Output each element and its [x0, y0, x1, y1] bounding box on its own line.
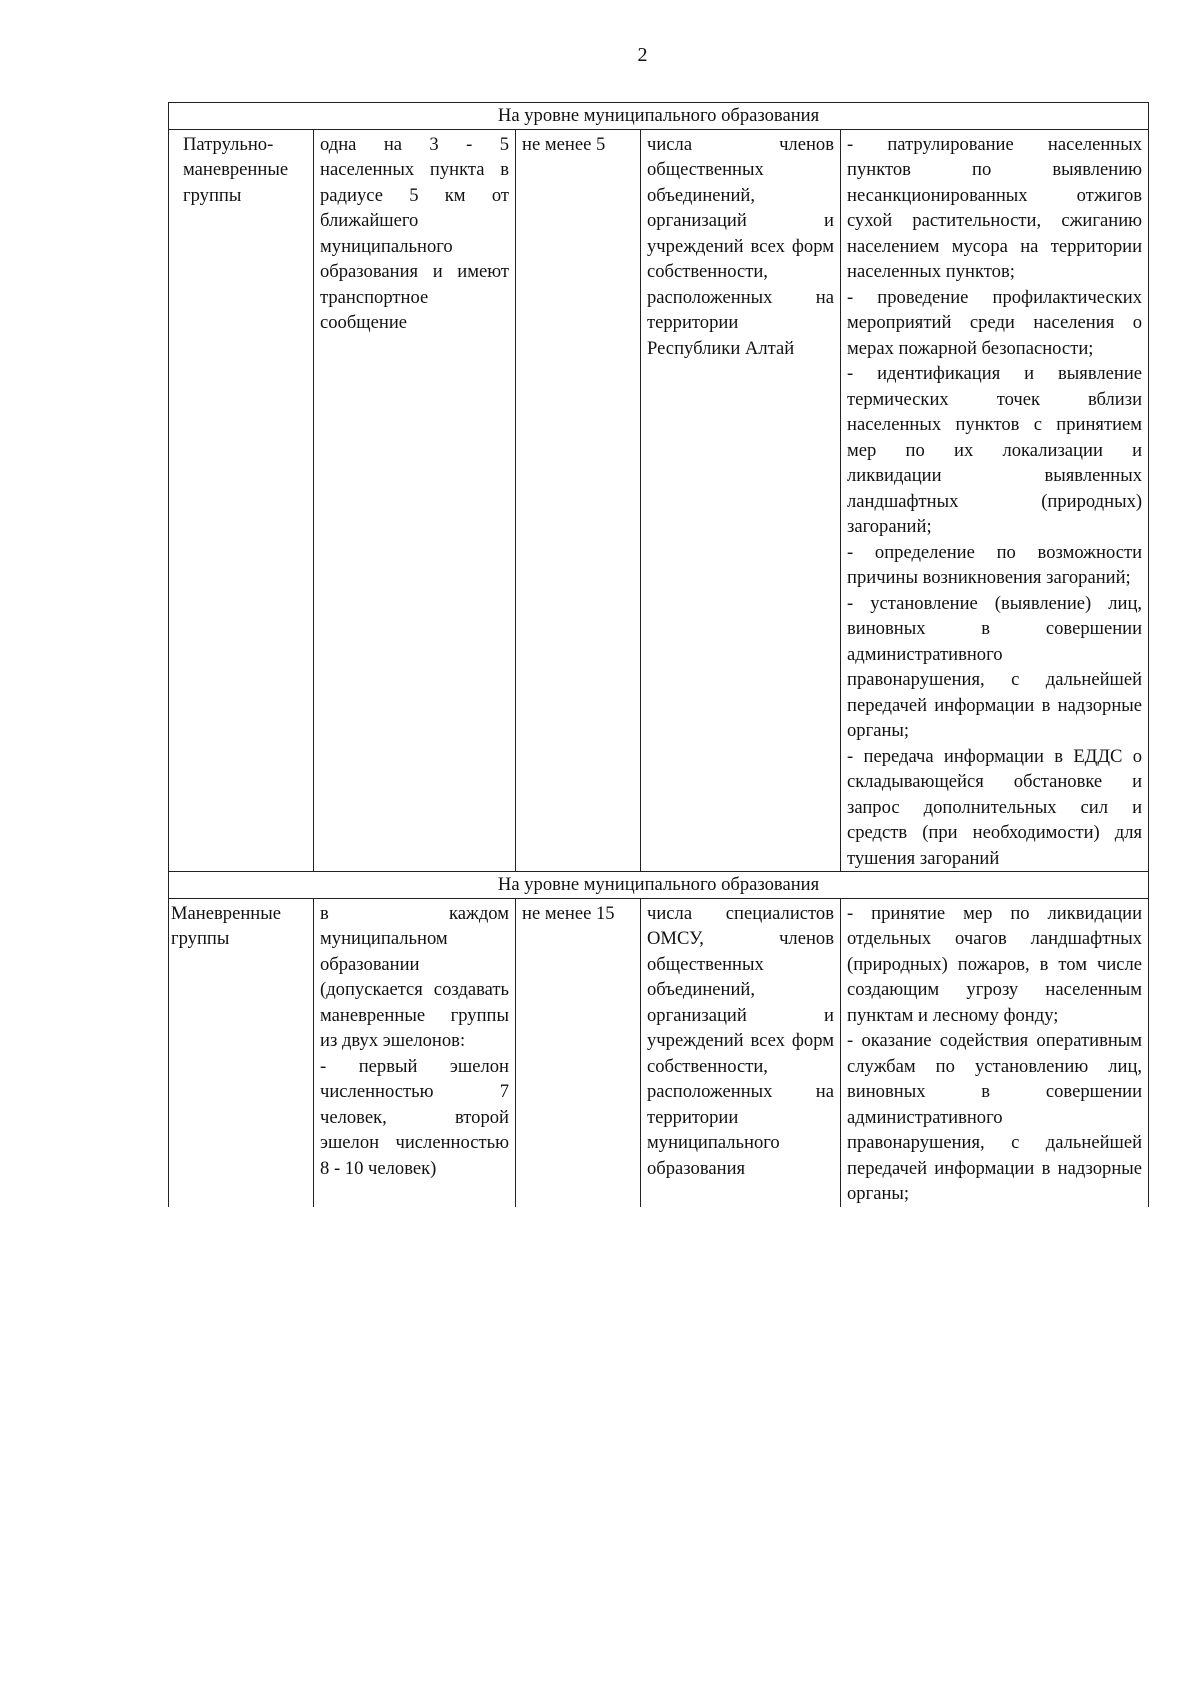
- task-item: - идентификация и выявление термических точек вблизи населенных пунктов с принятием мер по их локализации и ликвидации выявленных ландшафтных (природных) загораний;: [847, 363, 1143, 537]
- table-row: [169, 898, 1149, 1207]
- composition-cell: числа специалистов ОМСУ, членов общественных объединений, организаций и учреждений всех форм собственности, расположенных на территории муниципального образования: [641, 898, 841, 1207]
- composition-cell: числа членов общественных объединений, организаций и учреждений всех форм собственности, расположенных на территории Республики Алтай: [641, 129, 841, 872]
- group-type-cell: Патрульно- маневренные группы: [169, 129, 314, 872]
- section-title: На уровне муниципального образования: [169, 872, 1149, 899]
- task-item: - передача информации в ЕДДС о складывающейся обстановке и запрос дополнительных сил и средств (при необходимости) для тушения загораний: [847, 745, 1143, 869]
- group-type-cell: Маневренные группы: [169, 898, 314, 1207]
- tasks-cell: [841, 898, 1149, 1207]
- tasks-cell: [841, 129, 1149, 872]
- page-number: 2: [637, 44, 648, 66]
- placement-cell: в каждом муниципальном образовании (допускается создавать маневренные группы из двух эшелонов: - первый эшелон численностью 7 человек, второй эшелон численностью 8 - 10 человек): [314, 898, 516, 1207]
- task-item: - проведение профилактических мероприятий среди населения о мерах пожарной безопасности;: [847, 286, 1143, 359]
- task-item: - определение по возможности причины возникновения загораний;: [847, 541, 1143, 588]
- count-cell: не менее 15: [516, 898, 641, 1207]
- groups-table: [168, 102, 1149, 1207]
- placement-cell: одна на 3 - 5 населенных пункта в радиусе 5 км от ближайшего муниципального образования и имеют транспортное сообщение: [314, 129, 516, 872]
- task-item: - установление (выявление) лиц, виновных в совершении административного правонарушения, с дальнейшей передачей информации в надзорные органы;: [847, 592, 1143, 741]
- task-item: - оказание содействия оперативным службам по установлению лиц, виновных в совершении административного правонарушения, с дальнейшей передачей информации в надзорные органы;: [847, 1030, 1143, 1204]
- task-item: - патрулирование населенных пунктов по выявлению несанкционированных отжигов сухой растительности, сжиганию населением мусора на территории населенных пунктов;: [847, 133, 1143, 282]
- count-cell: не менее 5: [516, 129, 641, 872]
- task-item: - принятие мер по ликвидации отдельных очагов ландшафтных (природных) пожаров, в том числе создающим угрозу населенным пунктам и лесному фонду;: [847, 902, 1143, 1026]
- section-title: На уровне муниципального образования: [169, 103, 1149, 130]
- section-header-row: [169, 103, 1149, 130]
- section-header-row: [169, 872, 1149, 899]
- table-row: [169, 129, 1149, 872]
